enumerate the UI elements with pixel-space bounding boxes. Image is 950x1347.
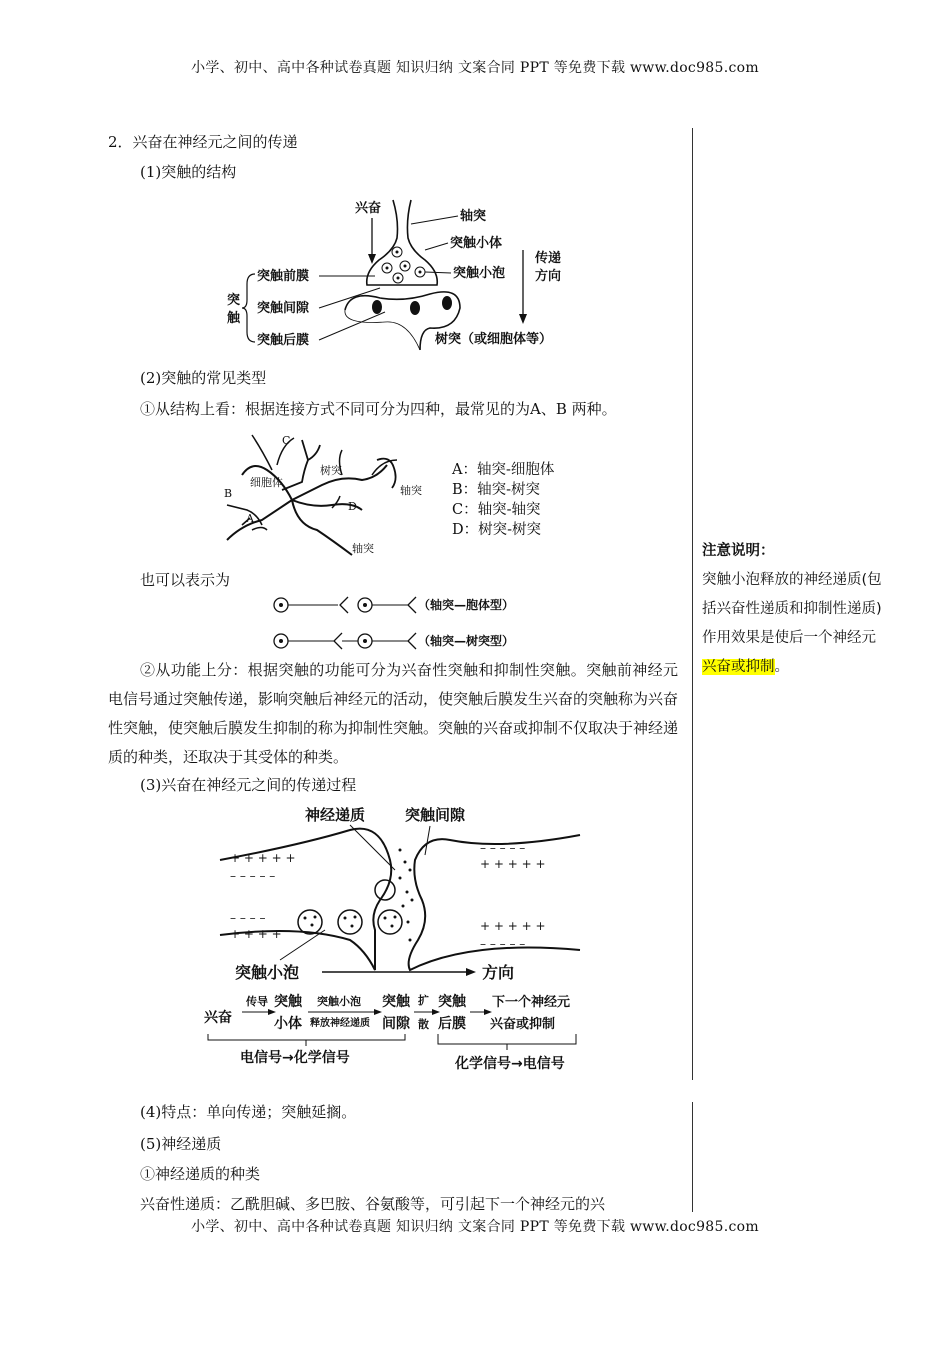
synapse-structure-figure bbox=[215, 190, 585, 360]
svg-text:– – – – –: – – – – – bbox=[230, 869, 276, 883]
fig1-label-tu: 突 bbox=[227, 293, 241, 308]
flow-jianxi: 间隙 bbox=[382, 1016, 410, 1032]
fig1-label-xiaoti: 突触小体 bbox=[450, 236, 503, 251]
also-shown-text: 也可以表示为 bbox=[140, 571, 231, 589]
column-divider bbox=[692, 128, 693, 1080]
section-heading: 2．兴奋在神经元之间的传递 bbox=[108, 133, 298, 151]
svg-text:+ + + + +: + + + + + bbox=[480, 919, 546, 933]
flow-houmo: 后膜 bbox=[438, 1016, 466, 1032]
page-footer: 小学、初中、高中各种试卷真题 知识归纳 文案合同 PPT 等免费下载 www.doc985.com bbox=[191, 1219, 759, 1235]
flow-tuchu2: 突触 bbox=[382, 994, 410, 1010]
flow-san: 散 bbox=[418, 1018, 429, 1031]
fig1-label-xiaopao: 突触小泡 bbox=[453, 266, 506, 281]
flow-xfyz: 兴奋或抑制 bbox=[490, 1017, 556, 1032]
functional-types-paragraph: ②从功能上分：根据突触的功能可分为兴奋性突触和抑制性突触。突触前神经元电信号通过突触传递，影响突触后神经元的活动，使突触后膜发生兴奋的突触称为兴奋性突触，使突触后膜发生抑制的称为抑制性突触。突触的兴奋或抑制不仅取决于神经递质的种类，还取决于其受体的种类。 bbox=[108, 661, 679, 766]
transmission-process-title: (3)兴奋在神经元之间的传递过程 bbox=[140, 776, 357, 794]
fig1-label-chuandi: 传递 bbox=[535, 251, 562, 266]
fig1-label-shutu: 树突（或细胞体等） bbox=[435, 332, 553, 347]
fig4-label-vesicle: 突触小泡 bbox=[235, 963, 300, 982]
fig1-label-xingfen: 兴奋 bbox=[355, 201, 382, 216]
excitatory-transmitters-text: 兴奋性递质：乙酰胆碱、多巴胺、谷氨酸等，可引起下一个神经元的兴 bbox=[140, 1195, 606, 1213]
fig2-label-axon2: 轴突 bbox=[352, 542, 374, 555]
synapse-structure-title: (1)突触的结构 bbox=[140, 163, 237, 181]
transmission-process-figure bbox=[200, 800, 590, 1080]
svg-text:– – – – –: – – – – – bbox=[480, 937, 526, 951]
flow-tuchu1: 突触 bbox=[274, 994, 302, 1010]
neurotransmitter-title: (5)神经递质 bbox=[140, 1135, 222, 1153]
fig1-label-qianmo: 突触前膜 bbox=[257, 269, 310, 284]
legend-d: D：树突-树突 bbox=[452, 522, 542, 538]
fig4-label-direction: 方向 bbox=[482, 963, 515, 982]
side-note-title: 注意说明： bbox=[702, 543, 775, 559]
fig2-label-b: B bbox=[224, 487, 233, 500]
fig1-label-chu: 触 bbox=[227, 311, 241, 326]
fig2-label-d: D bbox=[348, 500, 357, 513]
column-divider-lower bbox=[692, 1102, 693, 1212]
side-note-text: 突触小泡释放的神经递质(包括兴奋性递质和抑制性递质)作用效果是使后一个神经元 bbox=[702, 572, 882, 646]
flow-shifang: 释放神经递质 bbox=[310, 1018, 370, 1029]
fig2-label-dendrite: 树突 bbox=[320, 464, 342, 477]
legend-a: A：轴突-细胞体 bbox=[452, 462, 555, 478]
fig2-label-cell-body: 细胞体 bbox=[250, 476, 283, 489]
page-header: 小学、初中、高中各种试卷真题 知识归纳 文案合同 PPT 等免费下载 www.doc985.com bbox=[191, 60, 759, 76]
flow-tuchu3: 突触 bbox=[438, 994, 466, 1010]
side-note-end: 。 bbox=[774, 659, 789, 675]
synapse-types-figure bbox=[222, 430, 442, 560]
flow-xingfen: 兴奋 bbox=[204, 1010, 232, 1026]
fig4-label-cleft: 突触间隙 bbox=[405, 806, 466, 824]
fig2-label-a: A bbox=[246, 512, 254, 525]
svg-text:– – – –: – – – – bbox=[230, 911, 266, 925]
svg-text:+ + + + +: + + + + + bbox=[230, 851, 296, 865]
legend-c: C：轴突-轴突 bbox=[452, 502, 541, 518]
synapse-types-title: (2)突触的常见类型 bbox=[140, 369, 267, 387]
side-note-highlight: 兴奋或抑制 bbox=[702, 659, 775, 675]
flow-kuo: 扩 bbox=[418, 994, 429, 1007]
fig1-label-jianxi: 突触间隙 bbox=[257, 301, 310, 316]
side-note bbox=[702, 537, 882, 682]
fig1-label-houmo: 突触后膜 bbox=[257, 333, 310, 348]
characteristics-text: (4)特点：单向传递；突触延搁。 bbox=[140, 1103, 357, 1121]
flow-e2c: 电信号→化学信号 bbox=[240, 1050, 350, 1066]
fig1-label-zhoutu: 轴突 bbox=[460, 209, 487, 224]
flow-xiaopao: 突触小泡 bbox=[317, 995, 361, 1008]
legend-b: B：轴突-树突 bbox=[452, 482, 541, 498]
flow-chuandao: 传导 bbox=[246, 995, 268, 1008]
structural-types-text: ①从结构上看：根据连接方式不同可分为四种，最常见的为A、B 两种。 bbox=[140, 400, 617, 418]
svg-text:+ + + + +: + + + + + bbox=[480, 857, 546, 871]
svg-text:+ + + +: + + + + bbox=[230, 927, 282, 941]
fig4-label-transmitter: 神经递质 bbox=[305, 806, 366, 824]
svg-text:– – – – –: – – – – – bbox=[480, 841, 526, 855]
flow-c2e: 化学信号→电信号 bbox=[455, 1056, 565, 1072]
synapse-schematic-figure bbox=[268, 590, 538, 652]
flow-next: 下一个神经元 bbox=[492, 995, 571, 1010]
fig1-label-fangxiang: 方向 bbox=[535, 269, 562, 284]
fig3-label-type2: （轴突—树突型） bbox=[418, 634, 515, 648]
flow-xiaoti: 小体 bbox=[274, 1016, 302, 1032]
fig3-label-type1: （轴突—胞体型） bbox=[418, 598, 515, 612]
neurotransmitter-types-title: ①神经递质的种类 bbox=[140, 1165, 261, 1183]
fig2-label-axon1: 轴突 bbox=[400, 484, 422, 497]
fig2-label-c: C bbox=[282, 434, 291, 447]
